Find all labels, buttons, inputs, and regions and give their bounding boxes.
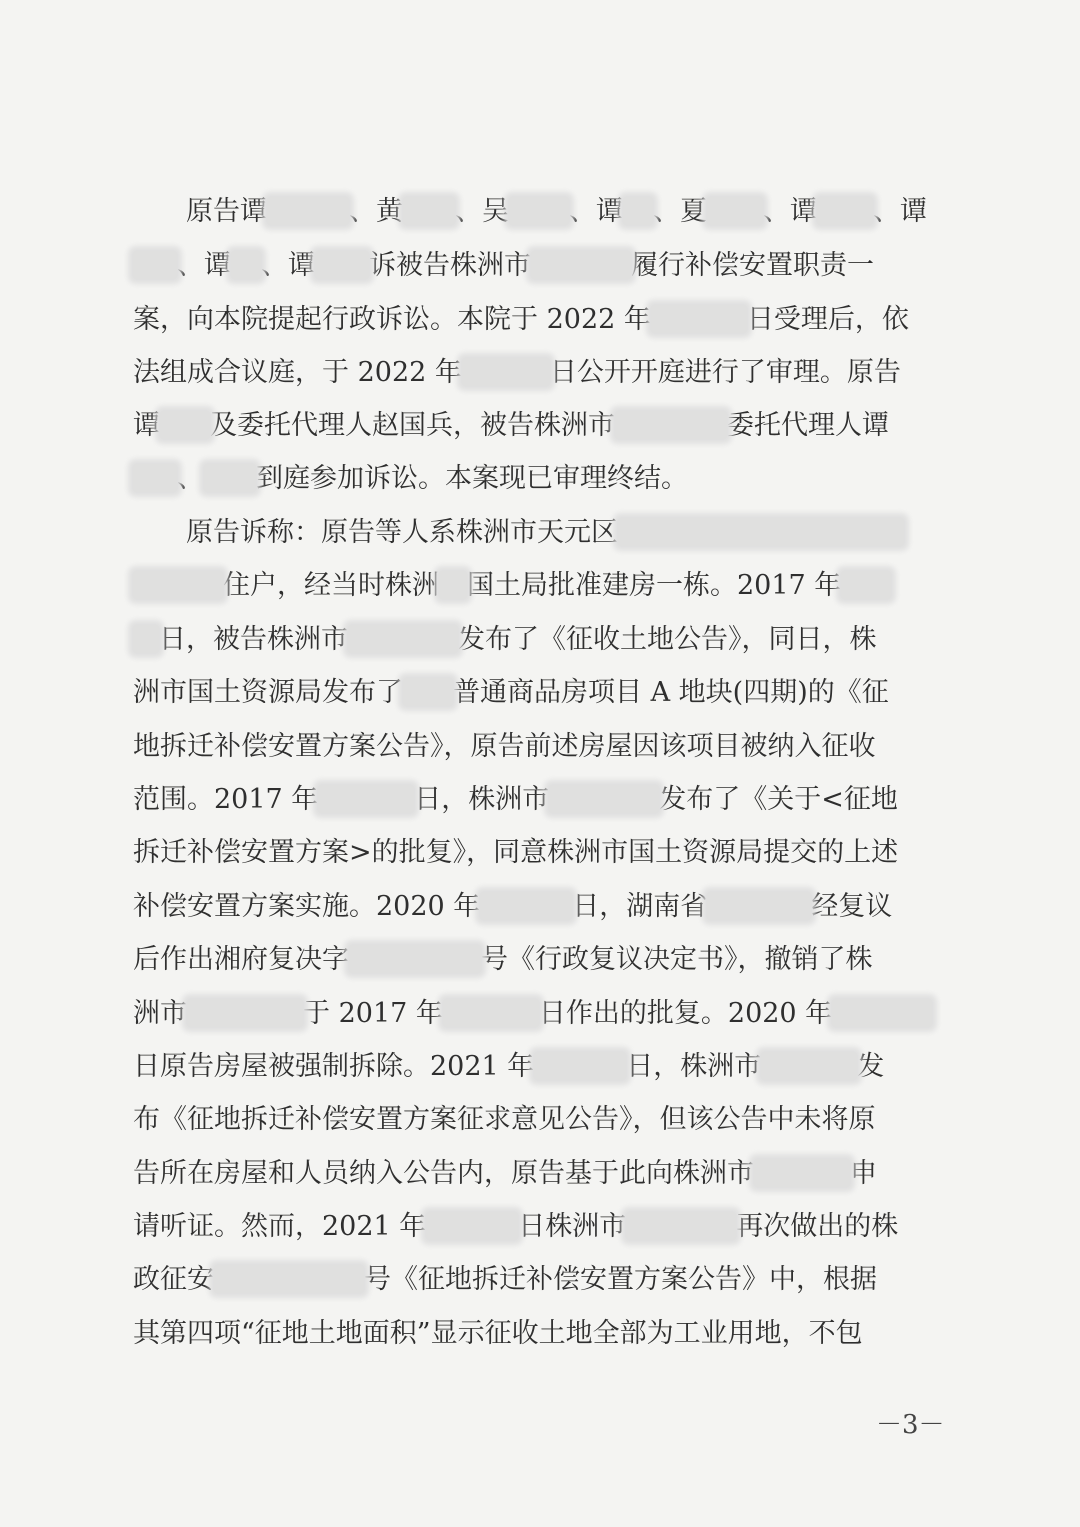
- redacted-date: [651, 305, 747, 333]
- redacted-doc-number: [349, 945, 481, 973]
- text: 案，向本院提起行政诉讼。本院于 2022 年: [133, 304, 651, 335]
- text: 地拆迁补偿安置方案公告》，原告前述房屋因该项目被纳入征收: [133, 731, 876, 762]
- p2-line-2: [133, 569, 891, 603]
- text: 原告谭: [186, 196, 267, 227]
- redacted-name: [160, 411, 210, 439]
- redacted-org: [531, 251, 631, 279]
- p2-line-3: [133, 623, 877, 657]
- text: 政征安: [133, 1264, 214, 1295]
- redacted-name: [204, 464, 256, 492]
- redacted-org: [615, 411, 727, 439]
- redacted-name: [231, 251, 261, 279]
- text: 委托代理人谭: [727, 410, 889, 441]
- redacted-org: [187, 999, 303, 1027]
- p2-line-13: [133, 1157, 877, 1191]
- text: 告所在房屋和人员纳入公告内，原告基于此向株洲市: [133, 1158, 754, 1189]
- text: 其第四项“征地土地面积”显示征收土地全部为工业用地，不包: [133, 1318, 863, 1349]
- text: 范围。2017 年: [133, 784, 319, 815]
- p2-line-12: [133, 1103, 876, 1137]
- p2-line-15: [133, 1263, 877, 1297]
- redacted-date: [832, 999, 932, 1027]
- text: 到庭参加诉讼。本案现已审理终结。: [256, 463, 688, 494]
- text: 、黄: [349, 196, 403, 227]
- text: 、谭: [569, 196, 623, 227]
- p2-line-1: [186, 516, 904, 550]
- page-number: －3－: [876, 1410, 945, 1440]
- text: 履行补偿安置职责一: [631, 250, 874, 281]
- p2-line-8: [133, 890, 892, 924]
- redacted-date: [841, 571, 891, 599]
- p2-line-9: [133, 943, 873, 977]
- text: 、谭: [763, 196, 817, 227]
- redacted-name: [707, 197, 763, 225]
- redacted-org: [707, 892, 811, 920]
- text: 日株洲市: [518, 1211, 627, 1242]
- redacted-project: [403, 678, 453, 706]
- text: 经复议: [811, 891, 893, 922]
- p1-line-2: [133, 249, 874, 283]
- text: 、: [177, 463, 204, 494]
- text: 布《征地拆迁补偿安置方案征求意见公告》，但该公告中未将原: [133, 1104, 876, 1135]
- p1-line-6: [133, 462, 688, 496]
- redacted-date: [133, 625, 159, 653]
- redacted-doc-number: [214, 1265, 364, 1293]
- redacted-date: [443, 999, 539, 1027]
- text: 后作出湘府复决字: [133, 944, 349, 975]
- redacted-date: [534, 1052, 626, 1080]
- redacted-date: [480, 892, 572, 920]
- text: 原告诉称：原告等人系株洲市天元区: [186, 517, 618, 548]
- redacted-date: [318, 785, 414, 813]
- redacted-name: [623, 197, 653, 225]
- text: 、谭: [873, 196, 927, 227]
- p1-line-3: [133, 303, 909, 337]
- redacted-org: [549, 785, 659, 813]
- text: 发布了《关于<征地: [659, 784, 898, 815]
- text: 日作出的批复。2020 年: [538, 998, 833, 1029]
- redacted-name: [133, 464, 177, 492]
- text: 再次做出的株: [736, 1211, 899, 1242]
- p2-line-4: [133, 676, 889, 710]
- p2-line-7: [133, 836, 898, 870]
- redacted-name: [403, 197, 455, 225]
- redacted-name: [315, 251, 369, 279]
- p2-line-6: [133, 783, 898, 817]
- text: 住户，经当时株洲: [223, 570, 439, 601]
- redacted-date: [462, 358, 550, 386]
- text: 、谭: [177, 250, 231, 281]
- p1-line-5: [133, 409, 889, 443]
- redacted-org: [754, 1159, 850, 1187]
- text: 号《征地拆迁补偿安置方案公告》中，根据: [364, 1264, 877, 1295]
- text: 日受理后，依: [746, 304, 909, 335]
- p2-line-10: [133, 997, 932, 1031]
- text: 、夏: [653, 196, 707, 227]
- text: 发: [857, 1051, 885, 1082]
- text: 、谭: [261, 250, 315, 281]
- redacted-org: [761, 1052, 857, 1080]
- p1-line-4: [133, 356, 901, 390]
- text: 日，被告株洲市: [159, 624, 348, 655]
- text: 日原告房屋被强制拆除。2021 年: [133, 1051, 535, 1082]
- text: 号《行政复议决定书》，撤销了株: [481, 944, 873, 975]
- text: 国土局批准建房一栋。2017 年: [467, 570, 842, 601]
- text: 日公开开庭进行了审理。原告: [549, 357, 901, 388]
- redacted-address: [133, 571, 223, 599]
- text: 法组成合议庭，于 2022 年: [133, 357, 462, 388]
- redacted-date: [426, 1212, 518, 1240]
- text: 请听证。然而，2021 年: [133, 1211, 427, 1242]
- redacted-name: [267, 197, 349, 225]
- redacted: [439, 571, 467, 599]
- redacted-name: [817, 197, 873, 225]
- p2-line-11: [133, 1050, 884, 1084]
- text: 申: [850, 1158, 877, 1189]
- text: 补偿安置方案实施。2020 年: [133, 891, 481, 922]
- text: 洲市国土资源局发布了: [133, 677, 403, 708]
- text: 谭: [133, 410, 160, 441]
- redacted-org: [626, 1212, 736, 1240]
- text: 诉被告株洲市: [369, 250, 531, 281]
- redacted-address: [618, 518, 904, 546]
- text: 拆迁补偿安置方案>的批复》，同意株洲市国土资源局提交的上述: [133, 837, 899, 868]
- text: 、吴: [455, 196, 509, 227]
- redacted-name: [509, 197, 569, 225]
- text: 日，株洲市: [626, 1051, 762, 1082]
- p2-line-5: [133, 730, 876, 764]
- p2-line-16: [133, 1317, 863, 1351]
- text: 洲市: [133, 998, 187, 1029]
- redacted-name: [133, 251, 177, 279]
- text: 于 2017 年: [303, 998, 443, 1029]
- text: 发布了《征收土地公告》，同日，株: [458, 624, 877, 655]
- text: 普通商品房项目 A 地块(四期)的《征: [453, 677, 889, 708]
- text: 及委托代理人赵国兵，被告株洲市: [210, 410, 615, 441]
- p2-line-14: [133, 1210, 898, 1244]
- text: 日，湖南省: [572, 891, 708, 922]
- redacted-org: [348, 625, 458, 653]
- p1-line-1: [186, 195, 927, 229]
- text: 日，株洲市: [414, 784, 550, 815]
